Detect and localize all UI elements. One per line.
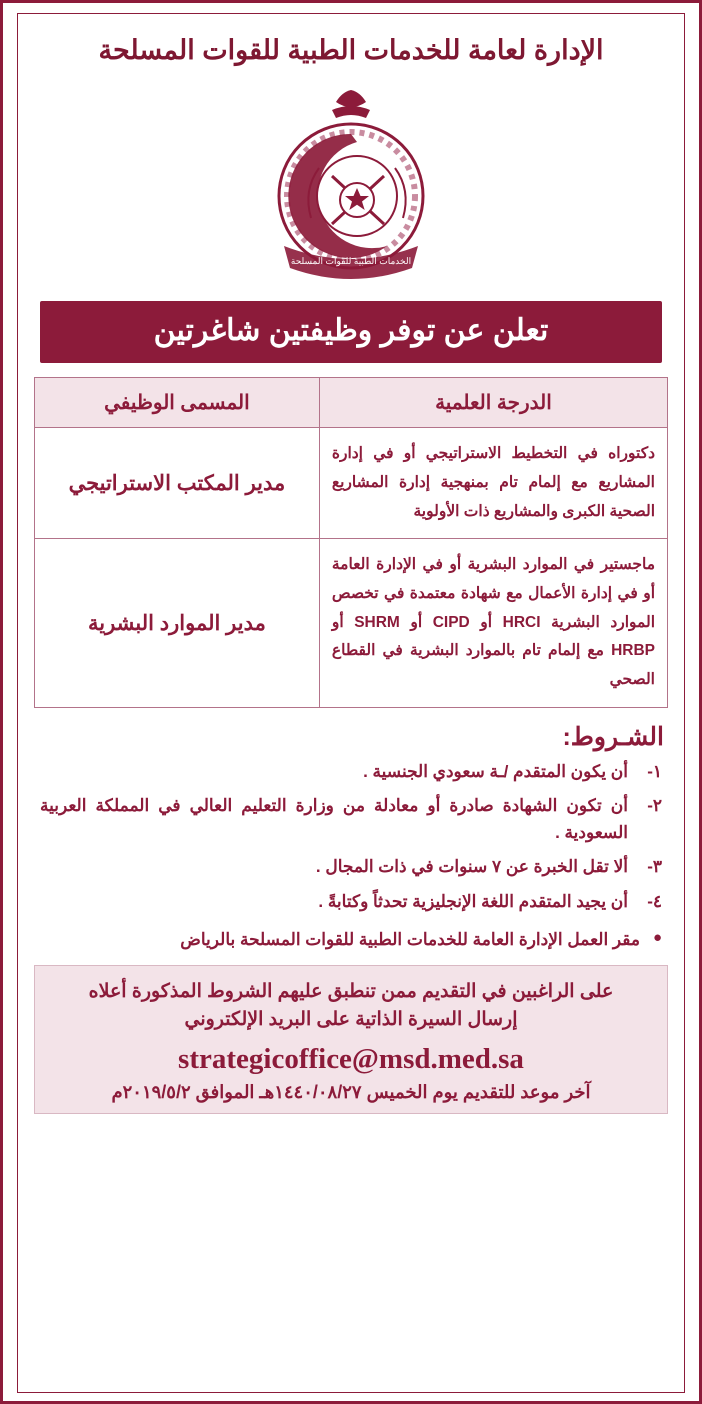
condition-text-3: ألا تقل الخبرة عن ٧ سنوات في ذات المجال . <box>315 857 628 877</box>
table-row <box>35 428 668 539</box>
list-item <box>40 792 662 846</box>
condition-number-2: ٢- <box>647 796 662 815</box>
list-item <box>40 758 662 785</box>
advertisement-frame <box>17 13 685 1393</box>
conditions-list <box>34 758 668 922</box>
armed-forces-medical-services-emblem <box>244 76 459 291</box>
condition-number-3: ٣- <box>647 857 662 877</box>
emblem-container <box>34 76 668 291</box>
svg-text:الخدمات الطبية للقوات المسلحة: الخدمات الطبية للقوات المسلحة <box>290 256 411 267</box>
instructions-line-1: على الراغبين في التقديم ممن تنطبق عليهم الشروط المذكورة أعلاه <box>88 980 614 1002</box>
notes-list <box>34 926 668 953</box>
job-degree-2: ماجستير في الموارد البشرية أو في الإدارة العامة أو في إدارة الأعمال مع شهادة معتمدة في تخصص الموارد البشرية HRCI أو CIPD أو SHRM أو HRBP مع إلمام تام بالموارد البشرية في القطاع الصحي <box>319 539 667 707</box>
job-degree-1: دكتوراه في التخطيط الاستراتيجي أو في إدارة المشاريع مع إلمام تام بمنهجية إدارة المشاريع الصحية الكبرى والمشاريع ذات الأولوية <box>319 428 667 539</box>
announcement-banner: تعلن عن توفر وظيفتين شاغرتين <box>40 301 662 363</box>
conditions-heading: الشـروط: <box>562 722 664 751</box>
list-item <box>40 853 662 880</box>
condition-text-2: أن تكون الشهادة صادرة أو معادلة من وزارة التعليم العالي في المملكة العربية السعودية . <box>40 796 628 843</box>
note-text-1: مقر العمل الإدارة العامة للخدمات الطبية للقوات المسلحة بالرياض <box>180 929 640 949</box>
condition-number-4: ٤- <box>647 891 662 911</box>
application-instructions-box <box>34 965 668 1114</box>
organization-title: الإدارة لعامة للخدمات الطبية للقوات المسلحة <box>98 35 604 65</box>
condition-text-4: أن يجيد المتقدم اللغة الإنجليزية تحدثاً وكتابةً . <box>318 891 628 911</box>
table-row <box>35 539 668 707</box>
bullet-icon: ● <box>652 928 662 946</box>
instructions-line-2: إرسال السيرة الذاتية على البريد الإلكتروني <box>184 1009 518 1031</box>
column-header-title: المسمى الوظيفي <box>35 378 320 428</box>
contact-email[interactable]: strategicoffice@msd.med.sa <box>178 1042 524 1075</box>
condition-text-1: أن يكون المتقدم /ـة سعودي الجنسية . <box>363 761 628 781</box>
job-title-1: مدير المكتب الاستراتيجي <box>35 428 320 539</box>
list-item <box>40 888 662 915</box>
job-title-2: مدير الموارد البشرية <box>35 539 320 707</box>
condition-number-1: ١- <box>647 761 662 781</box>
table-header-row <box>35 378 668 428</box>
column-header-degree: الدرجة العلمية <box>319 378 667 428</box>
list-item <box>40 926 662 953</box>
jobs-table <box>34 377 668 707</box>
application-deadline: آخر موعد للتقديم يوم الخميس ١٤٤٠/٠٨/٢٧هـ الموافق ٢٠١٩/٥/٢م <box>111 1081 591 1102</box>
